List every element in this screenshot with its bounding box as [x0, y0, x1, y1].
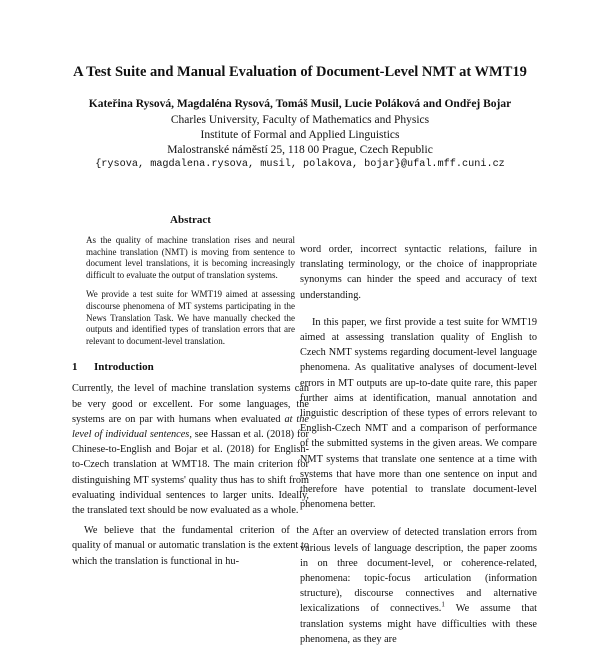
right-paragraph-0: word order, incorrect syntactic relations, failure in translating terminology, or the choice of inappropriate synonyms can hinder the speed and accuracy of text understanding.	[300, 244, 537, 301]
left-column	[72, 214, 309, 574]
section-title: Introduction	[94, 361, 154, 374]
right-p2-text-a: After an overview of detected translation errors from various levels of language description, the paper zooms in on three document-level, or coherence-related, phenomena: topic-focus articulation (information structure), discourse connectives and alternative lexicalizations of connectives.	[300, 527, 537, 615]
abstract-paragraph-1: As the quality of machine translation rises and neural machine translation (NMT) is moving from sentence to document level translations, it is becoming increasingly difficult to evaluate the output of translation systems.	[86, 235, 295, 280]
intro-paragraph-2: We believe that the fundamental criterion of the quality of manual or automatic translation is the extent to which the translation is functional in hu-	[72, 525, 309, 567]
section-heading-introduction	[72, 361, 309, 373]
paper-title: A Test Suite and Manual Evaluation of Document-Level NMT at WMT19	[73, 64, 527, 80]
intro-paragraph-1	[72, 381, 309, 518]
right-p2-text-b: We assume that translation systems might have difficulties with these phenomena, as they are	[300, 603, 537, 645]
author-emails: {rysova, magdalena.rysova, musil, polakova, bojar}@ufal.mff.cuni.cz	[95, 159, 505, 170]
intro-p1-text-a: Currently, the level of machine translation systems can be very good or excellent. For some languages, the systems are on par with humans when evaluated	[72, 383, 309, 425]
right-column	[300, 242, 537, 660]
abstract-heading: Abstract	[170, 214, 211, 226]
affiliation-institute: Institute of Formal and Applied Linguistics	[200, 129, 400, 141]
intro-p1-emphasis: at the level of individual sentences	[72, 413, 309, 440]
right-paragraph-1: In this paper, we first provide a test suite for WMT19 aimed at assessing translation quality of English to Czech NMT systems regarding document-level language phenomena. As qualitative analyses of document-level errors in MT outputs are up-to-date quite rare, this paper further aims at identification, manual annotation and linguistic description of these types of errors relevant to English-Czech NMT and a comparison of performance of the submitted systems in the given areas. We compare NMT systems that translate one sentence at a time with systems that have more than one sentence on input and therefore have potential to translate document-level phenomena better.	[300, 316, 537, 511]
right-paragraph-2	[300, 525, 537, 647]
affiliation-university: Charles University, Faculty of Mathematics and Physics	[170, 114, 430, 126]
affiliation-address: Malostranské náměstí 25, 118 00 Prague, Czech Republic	[167, 144, 433, 156]
abstract-paragraph-2: We provide a test suite for WMT19 aimed at assessing discourse phenomena of MT systems participating in the News Translation Task. We have manually checked the outputs and identified types of translation errors that are relevant to document-level translation.	[86, 289, 295, 346]
intro-p1-text-b: , see Hassan et al. (2018) for Chinese-to-English and Bojar et al. (2018) for English-to-Czech translation at WMT18. The main criterion for distinguishing MT systems' quality thus has to shift from evaluating individual sentences to larger units. Ideally, the translated text should be now evaluated as a whole.	[72, 428, 309, 516]
footnote-marker: 1	[441, 601, 445, 610]
author-list: Kateřina Rysová, Magdaléna Rysová, Tomáš Musil, Lucie Poláková and Ondřej Bojar	[88, 98, 512, 110]
section-number: 1	[72, 361, 78, 374]
